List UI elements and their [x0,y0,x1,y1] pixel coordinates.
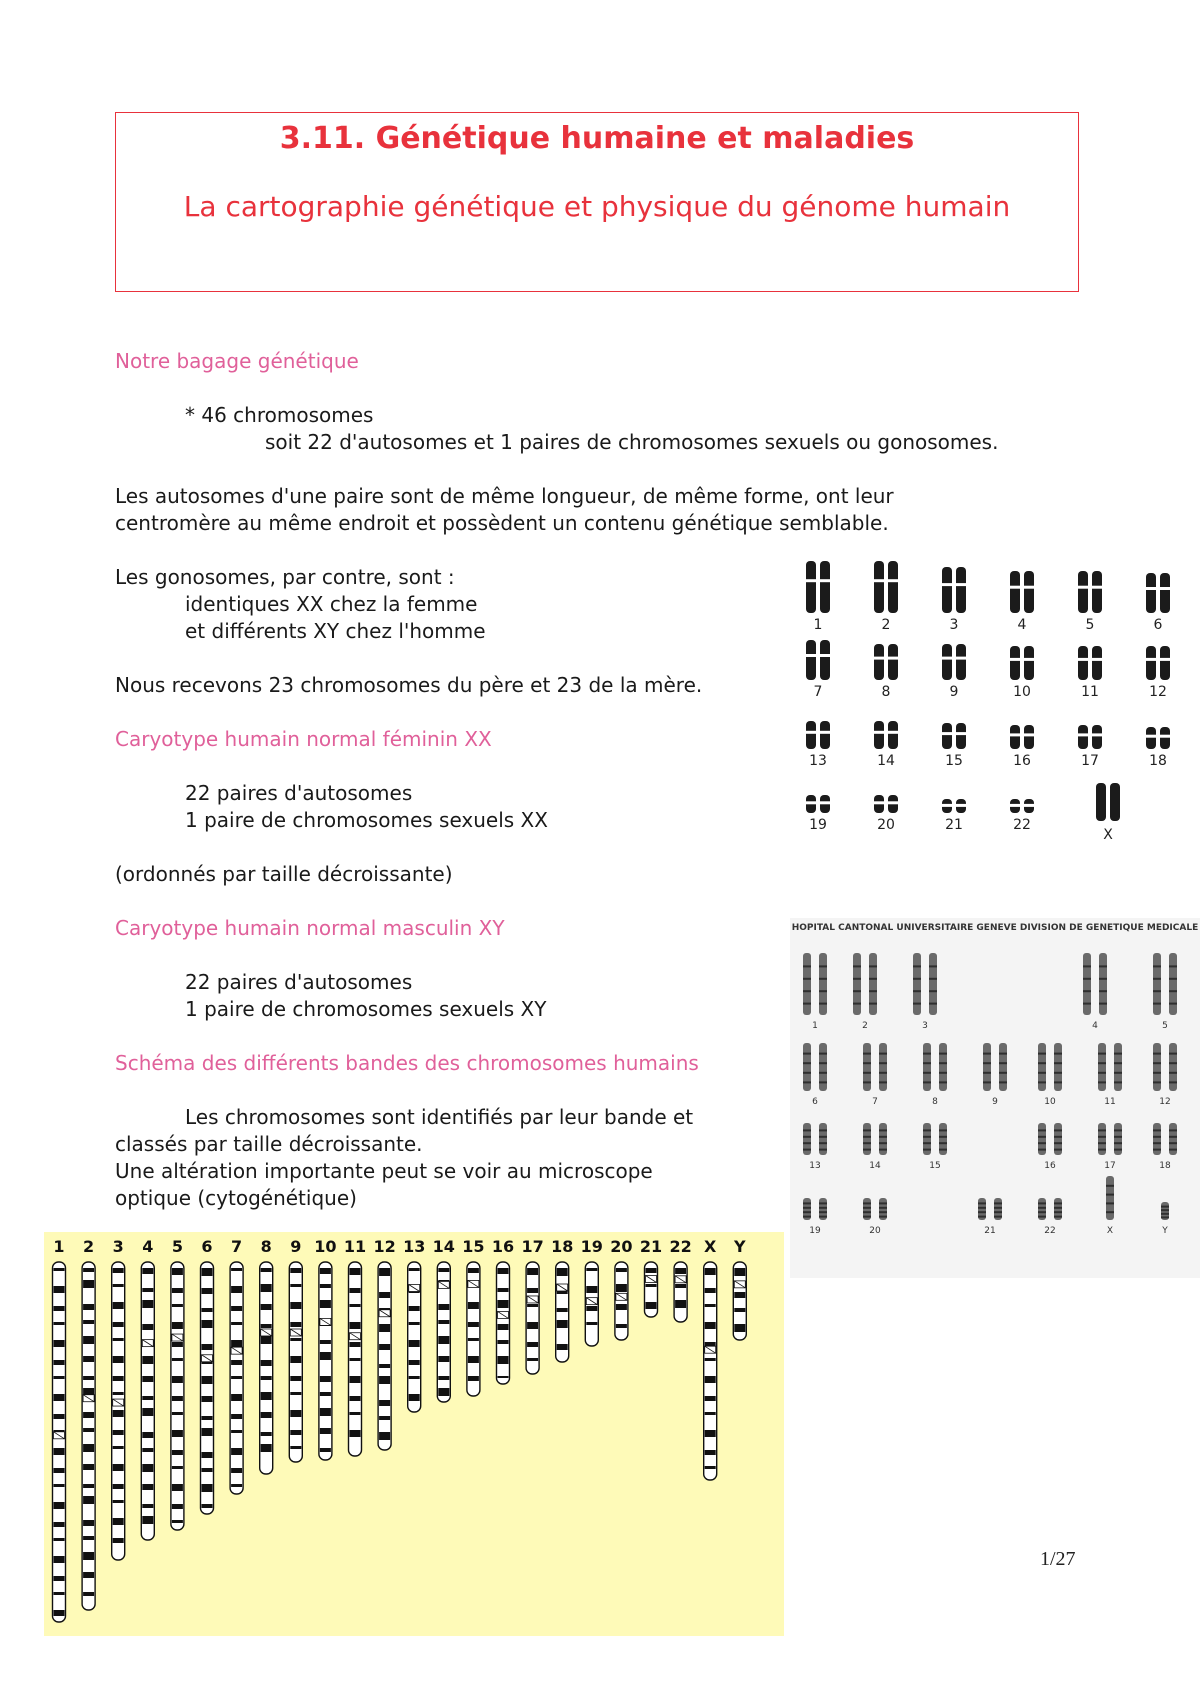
female-chromosome-label: 9 [949,684,959,700]
chromosome-ideogram-figure [44,1232,784,1636]
gonosomes-line-1: Les gonosomes, par contre, sont : [115,565,455,589]
ideogram-chromosome [260,1262,273,1474]
autosomes-line-2: centromère au même endroit et possèdent un contenu génétique semblable. [115,511,889,535]
female-chromosome-label: 20 [877,817,895,833]
male-chromosome-label: 19 [809,1226,821,1236]
ideogram-chromosome-label: 3 [112,1237,124,1256]
female-chromosome-label: 7 [813,684,823,700]
female-chromosome-pair [806,561,830,613]
ideogram-chromosome [230,1262,243,1494]
female-chromosome-label: 6 [1153,617,1163,633]
female-chromosome-label: 12 [1149,684,1167,700]
male-chromosome-pair [1106,1176,1114,1220]
ideogram-chromosome [467,1262,480,1396]
female-chromosome-pair [1146,646,1170,680]
ideogram-chromosome [171,1262,184,1530]
female-karyotype-figure [790,555,1185,845]
male-chromosome-label: 17 [1104,1161,1116,1171]
ideogram-chromosome-label: 14 [432,1237,455,1256]
female-chromosome-pair [1010,571,1034,613]
gonosomes-line-2: identiques XX chez la femme [185,592,478,616]
schema-line-4: optique (cytogénétique) [115,1186,357,1210]
female-chromosome-pair [874,644,898,680]
female-chromosome-label: 3 [949,617,959,633]
male-chromosome-label: 5 [1162,1021,1168,1031]
ideogram-chromosome [585,1262,598,1346]
female-chromosome-label: 4 [1017,617,1027,633]
ideogram-chromosome [526,1262,539,1374]
male-chromosome-label: 15 [929,1161,941,1171]
male-chromosome-label: 7 [872,1097,878,1107]
female-chromosome-label: 2 [881,617,891,633]
page-number: 1/27 [1040,1548,1076,1570]
female-chromosome-pair [942,644,966,680]
male-chromosome-label: 11 [1104,1097,1116,1107]
female-chromosome-pair [1146,727,1170,749]
heading-feminin: Caryotype humain normal féminin XX [115,727,492,751]
female-chromosome-pair [942,567,966,613]
ideogram-chromosome [615,1262,628,1340]
ideogram-chromosome-label: X [704,1237,717,1256]
heading-masculin: Caryotype humain normal masculin XY [115,916,505,940]
female-chromosome-pair [1010,725,1034,749]
schema-line-2: classés par taille décroissante. [115,1132,423,1156]
ideogram-chromosome-label: Y [734,1237,746,1256]
ideogram-chromosome-label: 19 [580,1237,603,1256]
ideogram-chromosome-label: 17 [521,1237,544,1256]
female-chromosome-pair [874,721,898,749]
recevons-line: Nous recevons 23 chromosomes du père et 23 de la mère. [115,673,703,697]
schema-line-1: Les chromosomes sont identifiés par leur bande et [185,1105,694,1129]
ideogram-chromosome [289,1262,302,1462]
ideogram-chromosome [674,1262,687,1322]
female-chromosome-pair [1146,573,1170,613]
ideogram-chromosome [349,1262,362,1456]
ideogram-chromosome [733,1262,746,1340]
ideogram-chromosome-label: 15 [462,1237,485,1256]
male-chromosome-label: 1 [812,1021,818,1031]
male-chromosome-label: 20 [869,1226,881,1236]
ideogram-chromosome [645,1262,658,1317]
female-chromosome-pair [1078,725,1102,749]
soit-line: soit 22 d'autosomes et 1 paires de chromosomes sexuels ou gonosomes. [265,430,999,454]
male-chromosome-label: Y [1162,1226,1168,1236]
ideogram-chromosome-label: 11 [343,1237,367,1256]
male-karyotype-figure [790,918,1200,1278]
masc-line-1: 22 paires d'autosomes [185,970,413,994]
female-chromosome-label: 13 [809,753,827,769]
male-chromosome-label: 8 [932,1097,938,1107]
female-chromosome-label: 8 [881,684,891,700]
female-chromosome-pair [874,561,898,613]
male-chromosome-label: 13 [809,1161,821,1171]
female-chromosome-pair [1078,646,1102,680]
male-chromosome-label: 14 [869,1161,881,1171]
female-chromosome-pair [806,795,830,813]
ideogram-chromosome-label: 20 [610,1237,633,1256]
masc-line-2: 1 paire de chromosomes sexuels XY [185,997,547,1021]
male-chromosome-label: 21 [984,1226,996,1236]
female-chromosome-pair [874,795,898,813]
ideogram-chromosome-label: 16 [491,1237,515,1256]
ideogram-chromosome-label: 22 [669,1237,692,1256]
female-chromosome-label: 18 [1149,753,1167,769]
female-chromosome-pair [1078,571,1102,613]
male-chromosome-label: 9 [992,1097,998,1107]
male-chromosome-label: 16 [1044,1161,1056,1171]
gonosomes-line-3: et différents XY chez l'homme [185,619,486,643]
female-chromosome-label: 11 [1081,684,1099,700]
female-chromosome-label: 10 [1013,684,1031,700]
female-chromosome-label: 19 [809,817,827,833]
female-chromosome-label: X [1103,827,1113,843]
male-chromosome-label: 22 [1044,1226,1056,1236]
ideogram-chromosome-label: 4 [142,1237,154,1256]
male-chromosome-label: 3 [922,1021,928,1031]
autosomes-line-1: Les autosomes d'une paire sont de même longueur, de même forme, ont leur [115,484,894,508]
ideogram-chromosome-label: 9 [290,1237,302,1256]
title-box [115,112,1079,292]
male-chromosome-label: 6 [812,1097,818,1107]
ideogram-chromosome-label: 7 [231,1237,243,1256]
male-chromosome-label: 2 [862,1021,868,1031]
ideogram-chromosome [556,1262,569,1362]
ideogram-chromosome-label: 21 [639,1237,663,1256]
ideogram-chromosome-label: 2 [83,1237,95,1256]
male-chromosome-label: X [1106,1226,1114,1236]
female-chromosome-label: 15 [945,753,963,769]
female-chromosome-pair [806,721,830,749]
male-chromosome-label: 18 [1159,1161,1171,1171]
heading-schema: Schéma des différents bandes des chromosomes humains [115,1051,699,1075]
ideogram-chromosome-label: 8 [260,1237,272,1256]
female-chromosome-pair [1010,646,1034,680]
document-subtitle: La cartographie génétique et physique du génome humain [183,190,1011,223]
ideogram-chromosome-label: 12 [373,1237,396,1256]
ideogram-chromosome [378,1262,391,1450]
female-chromosome-pair [806,640,830,680]
ideogram-chromosome-label: 13 [403,1237,426,1256]
ordonnes-line: (ordonnés par taille décroissante) [115,862,453,886]
male-chromosome-label: 4 [1092,1021,1098,1031]
male-chromosome-pair [1161,1202,1169,1220]
female-chromosome-label: 21 [945,817,963,833]
fem-line-1: 22 paires d'autosomes [185,781,413,805]
ideogram-chromosome [141,1262,154,1540]
female-chromosome-label: 17 [1081,753,1099,769]
ideogram-chromosome-label: 6 [201,1237,213,1256]
ideogram-chromosome [201,1262,214,1514]
ideogram-chromosome-label: 10 [314,1237,337,1256]
ideogram-chromosome-label: 5 [171,1237,183,1256]
ideogram-chromosome [704,1262,717,1480]
female-chromosome-pair [942,799,966,813]
ideogram-chromosome [82,1262,95,1610]
ideogram-chromosome [437,1262,450,1402]
female-chromosome-label: 14 [877,753,895,769]
chromosomes-line: * 46 chromosomes [185,403,374,427]
document-title: 3.11. Génétique humaine et maladies [279,121,915,156]
ideogram-chromosome-label: 1 [53,1237,65,1256]
female-x-pair [1096,783,1120,821]
ideogram-chromosome [497,1262,510,1384]
female-chromosome-pair [942,723,966,749]
female-chromosome-label: 1 [813,617,823,633]
female-chromosome-label: 16 [1013,753,1031,769]
female-chromosome-label: 5 [1085,617,1095,633]
fem-line-2: 1 paire de chromosomes sexuels XX [185,808,548,832]
schema-line-3: Une altération importante peut se voir au microscope [115,1159,653,1183]
male-karyotype-header: HOPITAL CANTONAL UNIVERSITAIRE GENEVE DIVISION DE GENETIQUE MEDICALE [791,923,1199,933]
heading-bagage: Notre bagage génétique [115,349,359,373]
ideogram-chromosome-label: 18 [551,1237,574,1256]
ideogram-chromosome [319,1262,332,1460]
male-chromosome-label: 12 [1159,1097,1171,1107]
ideogram-chromosome [112,1262,125,1560]
female-chromosome-label: 22 [1013,817,1031,833]
female-chromosome-pair [1010,799,1034,813]
male-chromosome-label: 10 [1044,1097,1056,1107]
ideogram-chromosome [408,1262,421,1412]
ideogram-chromosome [53,1262,66,1622]
